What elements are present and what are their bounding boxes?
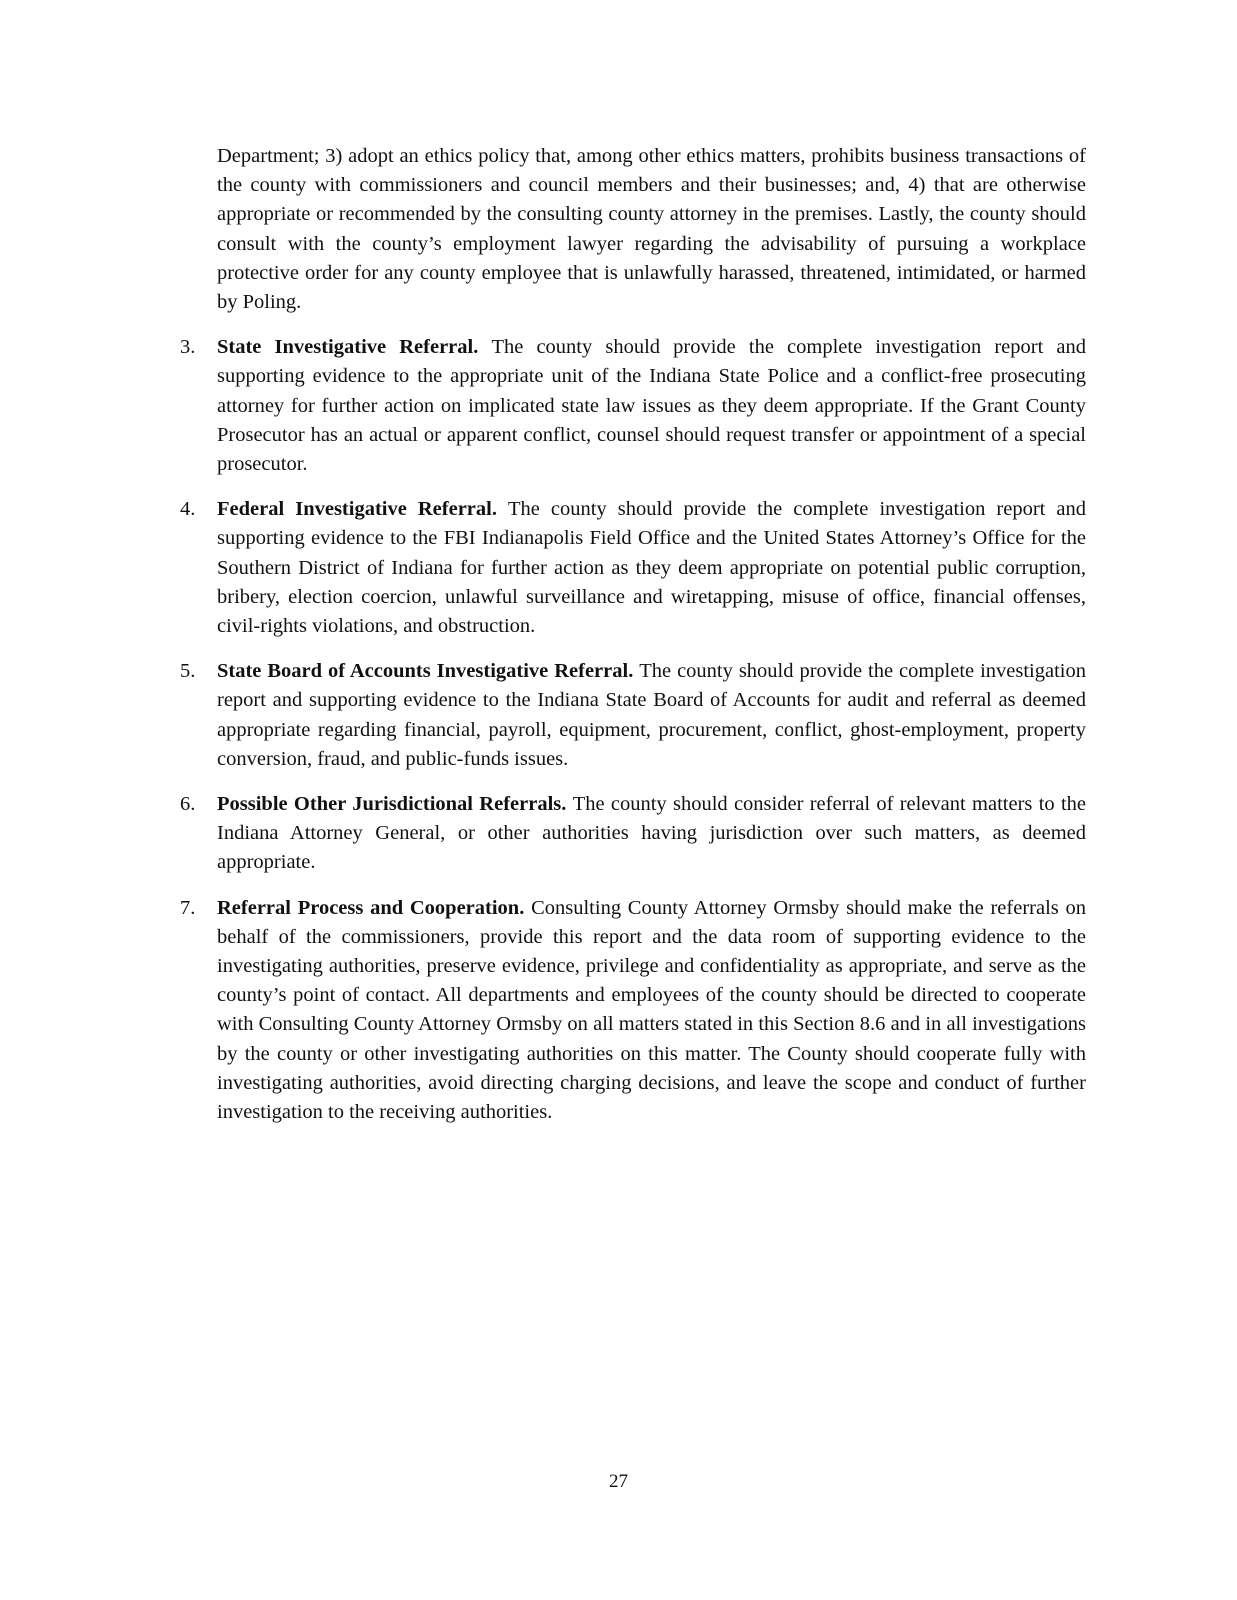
list-item-text: Consulting County Attorney Ormsby should make the referrals on behalf of the commissioners, provide this report and the data room of supporting evidence to the investigating authorities, preserve evidence, privilege and confidentiality as appropriate, and serve as the county’s point of contact. All departments and employees of the county should be directed to cooperate with Consulting County Attorney Ormsby on all matters stated in this Section 8.6 and in all investigations by the county or other investigating authorities on this matter. The County should cooperate fully with investigating authorities, avoid directing charging decisions, and leave the scope and conduct of further investigation to the receiving authorities. [217,896,1086,1124]
list-item-text: The county should consider referral of relevant matters to the Indiana Attorney General, or other authorities having jurisdiction over such matters, as deemed appropriate. [217,793,1086,874]
list-item-number: 4. [180,498,196,521]
page-number: 27 [609,1471,628,1492]
list-item-4 [180,495,1086,641]
page-content [180,142,1086,1143]
list-item-number: 3. [180,336,196,359]
list-item-5 [180,657,1086,774]
list-item-6 [180,790,1086,878]
list-item-title: Referral Process and Cooperation. [217,896,532,919]
list-item-text: The county should provide the complete investigation report and supporting evidence to the Indiana State Board of Accounts for audit and referral as deemed appropriate regarding financial, payroll, equipment, procurement, conflict, ghost-employment, property conversion, fraud, and public-funds issues. [217,660,1086,770]
list-item-text: The county should provide the complete investigation report and supporting evidence to the appropriate unit of the Indiana State Police and a conflict-free prosecuting attorney for further action on implicated state law issues as they deem appropriate. If the Grant County Prosecutor has an actual or apparent conflict, counsel should request transfer or appointment of a special prosecutor. [217,336,1086,476]
list-item-number: 7. [180,896,196,919]
list-item-3 [180,333,1086,479]
list-item-title: Federal Investigative Referral. [217,498,509,521]
list-item-number: 5. [180,660,196,683]
list-item-title: State Investigative Referral. [217,336,492,359]
list-item-text: The county should provide the complete investigation report and supporting evidence to the FBI Indianapolis Field Office and the United States Attorney’s Office for the Southern District of Indiana for further action as they deem appropriate on potential public corruption, bribery, election coercion, unlawful surveillance and wiretapping, misuse of office, financial offenses, civil-rights violations, and obstruction. [217,498,1086,638]
list-item-7 [180,894,1086,1128]
intro-paragraph: Department; 3) adopt an ethics policy that, among other ethics matters, prohibits business transactions of the county with commissioners and council members and their businesses; and, 4) that are otherwise appropriate or recommended by the consulting county attorney in the premises. Lastly, the county should consult with the county’s employment lawyer regarding the advisability of pursuing a workplace protective order for any county employee that is unlawfully harassed, threatened, intimidated, or harmed by Poling. [217,145,1086,314]
list-item-title: Possible Other Jurisdictional Referrals. [217,793,573,816]
list-item-title: State Board of Accounts Investigative Referral. [217,660,640,683]
referral-list [180,333,1086,1127]
list-item-number: 6. [180,793,196,816]
